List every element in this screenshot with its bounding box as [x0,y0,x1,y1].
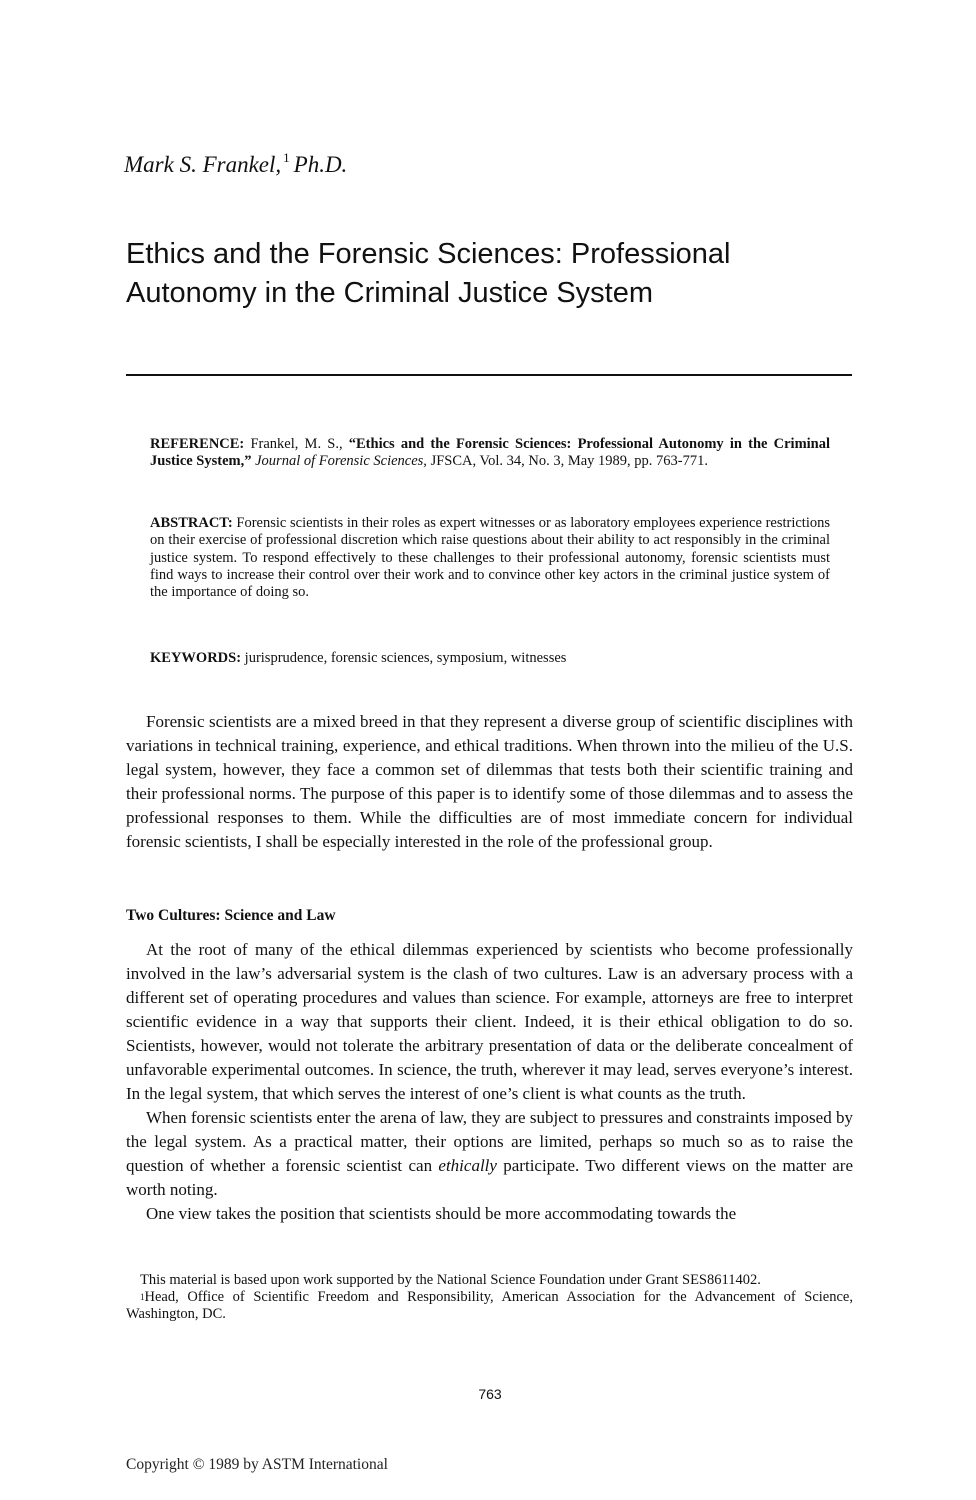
intro-paragraph: Forensic scientists are a mixed breed in that they represent a diverse group of scientific disciplines with variations in technical training, experience, and ethical traditions. When thrown into the milieu of the U.S. legal system, however, they face a common set of dilemmas that tests both their scientific training and their professional norms. The purpose of this paper is to identify some of those dilemmas and to assess the professional responses to them. While the difficulties are of most immediate concern for individual forensic scientists, I shall be especially interested in the role of the professional group. [126,712,853,851]
title-divider [126,374,852,376]
reference-journal: Journal of Forensic Sciences, [255,453,427,470]
reference-label: REFERENCE: [150,436,245,452]
author-name: Mark S. Frankel, [124,152,282,177]
section-paragraph-3: One view takes the position that scientists should be more accommodating towards the [146,1204,737,1223]
footnote-affiliation [126,1289,853,1323]
author-line [124,152,347,178]
abstract-label: ABSTRACT: [150,515,233,531]
section-paragraph-1: At the root of many of the ethical dilemmas experienced by scientists who become professionally involved in the law’s adversarial system is the clash of two cultures. Law is an adversary process with a different set of operating procedures and values than science. For example, attorneys are free to interpret scientific evidence in a way that supports their client. Indeed, it is their ethical obligation to do so. Scientists, however, would not tolerate the arbitrary presentation of data or the deliberate concealment of unfavorable experimental outcomes. In science, the truth, wherever it may lead, serves everyone’s interest. In the legal system, that which serves the interest of one’s client is what counts as the truth. [126,940,853,1103]
abstract-block [150,515,830,601]
reference-title: “Ethics and the Forensic Sciences: Professional Autonomy in the Criminal Justice System,” [150,436,831,470]
section-paragraph-2 [126,1106,853,1202]
abstract-text: Forensic scientists in their roles as expert witnesses or as laboratory employees experience restrictions on their exercise of professional discretion which raise questions about their ability to act responsibly in the criminal justice system. To respond effectively to these challenges to their professional autonomy, forensic scientists must find ways to increase their control over their work and to convince other key actors in the criminal justice system of the importance of doing so. [150,515,830,601]
title-line-2: Autonomy in the Criminal Justice System [126,277,654,309]
section-heading: Two Cultures: Science and Law [126,907,336,924]
footnote-funding: This material is based upon work supported by the National Science Foundation under Grant SES8611402. [140,1272,761,1288]
emphasis-ethically: ethically [438,1156,497,1175]
reference-block [150,436,830,471]
copyright-notice: Copyright © 1989 by ASTM International [126,1456,388,1473]
page-number: 763 [478,1386,502,1402]
keywords-label: KEYWORDS: [150,650,242,666]
footnotes [126,1272,853,1323]
author-degree: Ph.D. [293,152,348,177]
paper-title [126,235,866,313]
author-footnote-mark: 1 [283,150,290,165]
keywords-text: jurisprudence, forensic sciences, symposium, witnesses [244,650,567,666]
reference-details: JFSCA, Vol. 34, No. 3, May 1989, pp. 763-771. [430,453,708,470]
title-line-1: Ethics and the Forensic Sciences: Professional [126,238,731,270]
keywords-block [150,650,830,667]
section-body [126,938,853,1226]
paragraph-text: participate. Two different views on the matter are worth noting. [126,1156,854,1199]
footnote-mark: 1 [140,1292,145,1302]
reference-authors: Frankel, M. S., [250,436,343,452]
paragraph-text: When forensic scientists enter the arena of law, they are subject to pressures and constraints imposed by the legal system. As a practical matter, their options are limited, perhaps so much so as to raise the question of whether a forensic scientist can [126,1108,853,1175]
intro-section [126,710,853,854]
footnote-affiliation-text: Head, Office of Scientific Freedom and Responsibility, American Association for the Advancement of Science, Washington, DC. [126,1289,853,1322]
